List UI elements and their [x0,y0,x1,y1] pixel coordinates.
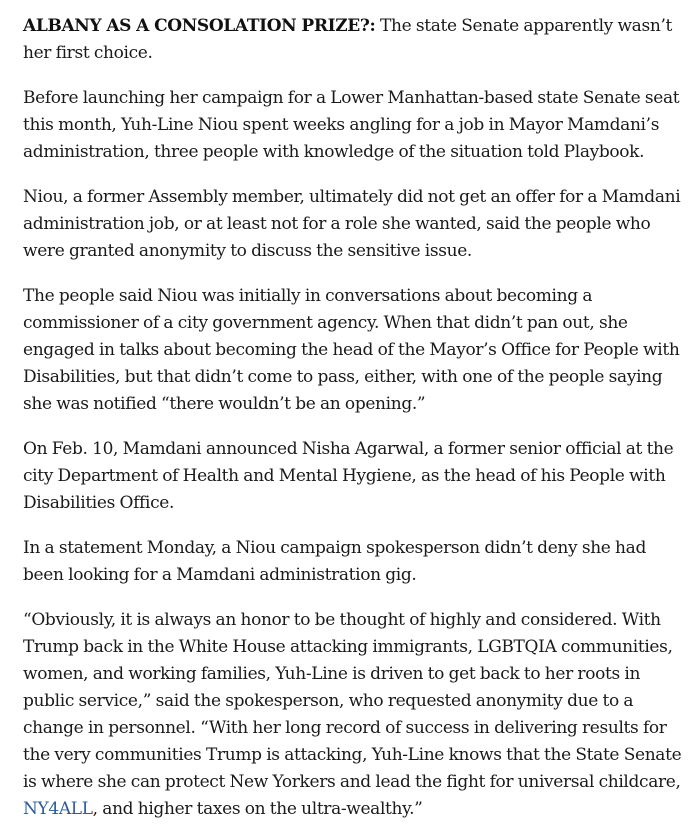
paragraph: The people said Niou was initially in conversations about becoming a commissioner of a city government agency. When that didn’t pan out, she engaged in talks about becoming the head of the Mayor’s Office for People with Disabilities, but that didn’t come to pass, either, with one of the people saying she was notified “there wouldn’t be an opening.” [23,286,680,414]
paragraph-lede [23,13,684,67]
ny4all-link[interactable]: NY4ALL [23,799,93,819]
section-kicker: ALBANY AS A CONSOLATION PRIZE?: [23,16,376,36]
paragraph-text: The state Senate apparently wasn’t her first choice. [23,16,672,63]
paragraph-text: “Obviously, it is always an honor to be thought of highly and considered. With Trump back in the White House attacking immigrants, LGBTQIA communities, women, and working families, Yuh-Line is driven to get back to her roots in public service,” said the spokesperson, who requested anonymity due to a change in personnel. “With her long record of success in delivering results for the very communities Trump is attacking, Yuh-Line knows that the State Senate is where she can protect New Yorkers and lead the fight for universal childcare, [23,610,682,792]
paragraph: Before launching her campaign for a Lower Manhattan-based state Senate seat this month, Yuh-Line Niou spent weeks angling for a job in Mayor Mamdani’s administration, three people with knowledge of the situation told Playbook. [23,88,680,162]
paragraph-quote [23,607,684,823]
paragraph-text: , and higher taxes on the ultra-wealthy.” [92,799,423,819]
paragraph: On Feb. 10, Mamdani announced Nisha Agarwal, a former senior official at the city Department of Health and Mental Hygiene, as the head of his People with Disabilities Office. [23,439,674,513]
paragraph: In a statement Monday, a Niou campaign spokesperson didn’t deny she had been looking for a Mamdani administration gig. [23,538,646,585]
paragraph: Niou, a former Assembly member, ultimately did not get an offer for a Mamdani administration job, or at least not for a role she wanted, said the people who were granted anonymity to discuss the sensitive issue. [23,187,681,261]
